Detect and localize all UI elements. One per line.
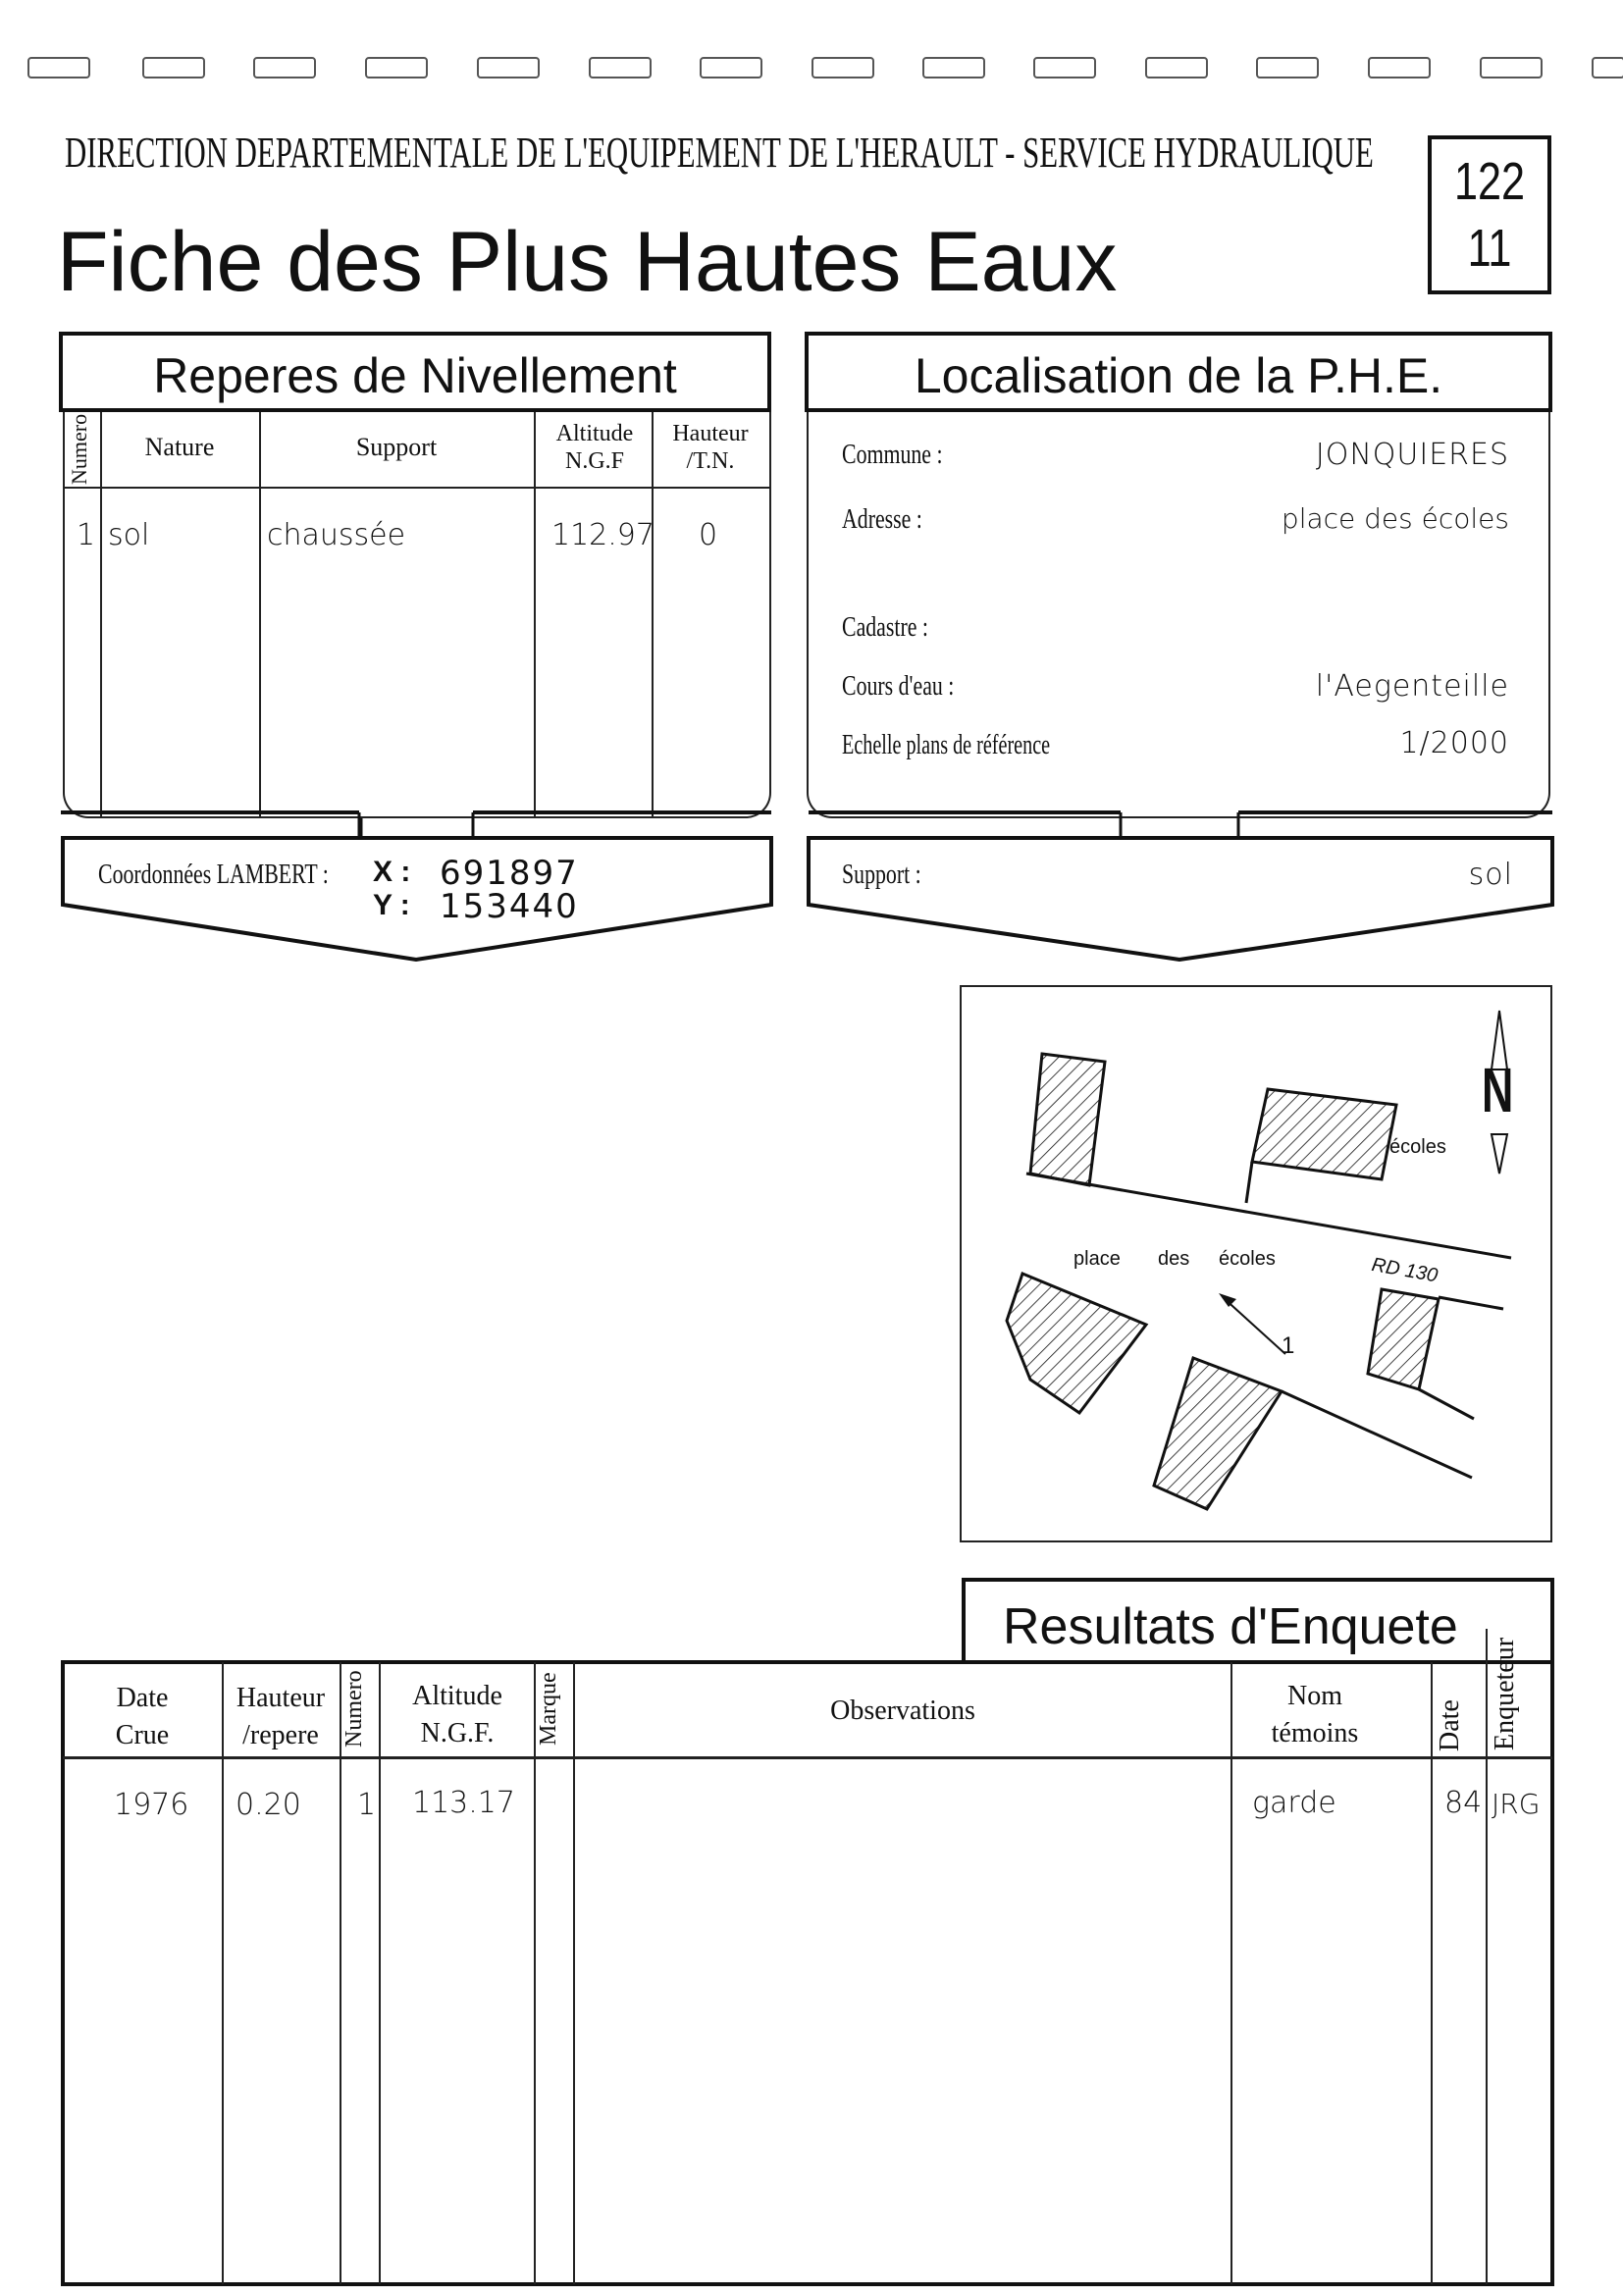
reperes-title-box [59, 332, 771, 412]
res-numero: 1 [357, 1788, 377, 1822]
reperes-hauteur: 0 [699, 518, 718, 552]
support-label: Support : [842, 860, 921, 890]
res-enqueteur: JRG [1492, 1788, 1541, 1820]
reperes-title: Reperes de Nivellement [153, 348, 677, 403]
building-e [1368, 1289, 1439, 1389]
north-label: N [1482, 1055, 1514, 1125]
agency-heading: DIRECTION DEPARTEMENTALE DE L'EQUIPEMENT DE L'HERAULT - SERVICE HYDRAULIQUE [65, 129, 1374, 177]
map-label-place: place [1073, 1248, 1121, 1270]
building-sw [1007, 1274, 1146, 1413]
col-enqueteur-header: Enqueteur [1490, 1637, 1520, 1750]
page-title: Fiche des Plus Hautes Eaux [57, 215, 1118, 309]
location-arrow [1223, 1297, 1285, 1354]
col-numero-res-header: Numero [341, 1670, 367, 1748]
col-altitude-header: Altitude N.G.F [555, 421, 634, 474]
building-ecoles [1252, 1089, 1396, 1179]
col-hauteur-repere-header: Hauteur /repere [236, 1683, 326, 1750]
resultats-title-box [962, 1578, 1554, 1662]
road-rd130 [1439, 1297, 1503, 1309]
building-nw [1030, 1054, 1105, 1185]
res-altitude: 113.17 [412, 1786, 515, 1820]
map-label-ecoles: écoles [1389, 1136, 1446, 1158]
res-date: 84 [1444, 1786, 1483, 1820]
echelle-value: 1/2000 [1399, 726, 1509, 760]
lambert-label: Coordonnées LAMBERT : [98, 860, 329, 890]
cadastre-label: Cadastre : [842, 612, 928, 643]
echelle-label: Echelle plans de référence [842, 730, 1051, 760]
building-s [1154, 1358, 1282, 1509]
col-support-header: Support [355, 433, 438, 461]
adresse-label: Adresse : [842, 504, 922, 535]
col-nature-header: Nature [144, 433, 215, 461]
reperes-numero: 1 [77, 518, 96, 552]
resultats-title: Resultats d'Enquete [1003, 1598, 1458, 1655]
y-value: 153440 [440, 887, 579, 926]
localisation-title: Localisation de la P.H.E. [914, 348, 1443, 403]
map-label-road: RD 130 [1370, 1254, 1440, 1287]
col-observations-header: Observations [830, 1696, 975, 1726]
map-label-ecoles-place: écoles [1219, 1248, 1276, 1270]
col-marque-header: Marque [536, 1672, 561, 1747]
adresse-value: place des écoles [1281, 502, 1509, 535]
col-nom-temoins-header: Nom témoins [1271, 1681, 1359, 1748]
road-line [1026, 1174, 1511, 1258]
cours-label: Cours d'eau : [842, 671, 955, 702]
localisation-title-box [805, 332, 1552, 412]
y-label: Y : [373, 889, 410, 921]
col-altitude-res-header: Altitude N.G.F. [412, 1681, 502, 1748]
map-label-des: des [1158, 1248, 1190, 1270]
col-date-header: Date [1435, 1699, 1465, 1752]
reperes-altitude: 112.97 [551, 518, 654, 552]
col-date-crue-header: Date Crue [115, 1683, 170, 1750]
res-hauteur: 0.20 [236, 1788, 301, 1822]
commune-label: Commune : [842, 440, 943, 470]
ref-number-bottom: 11 [1467, 219, 1512, 278]
map-marker-label: 1 [1282, 1332, 1295, 1359]
reference-box [1428, 135, 1551, 294]
ref-number-top: 122 [1453, 152, 1526, 211]
col-hauteur-header: Hauteur /T.N. [672, 421, 749, 474]
x-value: 691897 [440, 854, 579, 893]
reperes-nature: sol [108, 518, 150, 552]
support-value: sol [1468, 858, 1513, 892]
res-nom: garde [1252, 1786, 1336, 1820]
col-numero-header: Numero [67, 413, 91, 485]
cours-value: l'Aegenteille [1315, 669, 1509, 704]
location-map [960, 985, 1552, 1542]
res-date-crue: 1976 [114, 1788, 189, 1822]
x-label: X : [373, 856, 411, 888]
commune-value: JONQUIERES [1315, 438, 1509, 472]
reperes-support: chaussée [267, 518, 406, 552]
